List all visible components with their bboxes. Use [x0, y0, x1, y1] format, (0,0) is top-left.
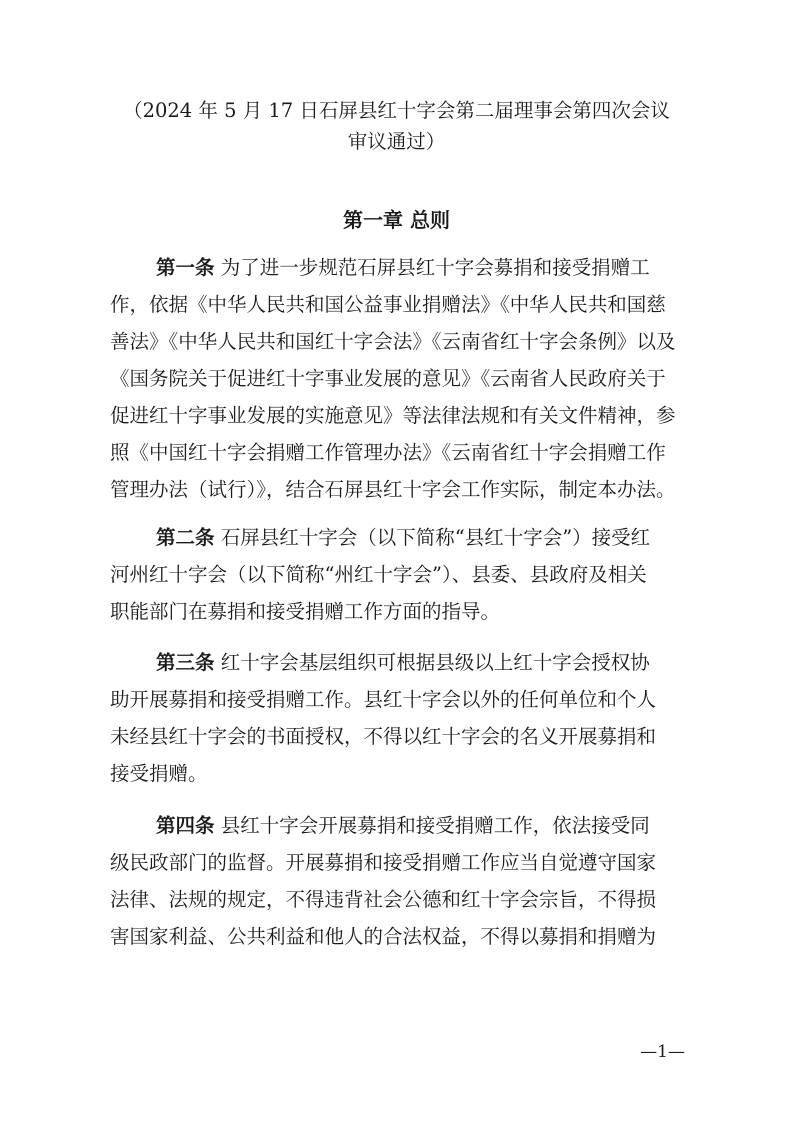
- article-2-line-2: 河州红十字会（以下简称“州红十字会”）、县委、县政府及相关: [110, 563, 647, 586]
- article-1-line-6: 照《中国红十字会捐赠工作管理办法》《云南省红十字会捐赠工作: [110, 441, 666, 464]
- article-3-first-line: [156, 646, 686, 680]
- article-4-first-line: [156, 809, 686, 843]
- article-1-line-5: 促进红十字事业发展的实施意见》等法律法规和有关文件精神，参: [110, 404, 676, 427]
- article-1-first-line: [156, 251, 686, 285]
- article-4-title: 第四条: [156, 814, 215, 837]
- article-3-line-3: 未经县红十字会的书面授权，不得以红十字会的名义开展募捐和: [110, 725, 657, 748]
- adoption-note-line-2: 审议通过）: [347, 130, 446, 153]
- article-1-line-3: 善法》《中华人民共和国红十字会法》《云南省红十字会条例》以及: [110, 330, 676, 353]
- article-1-line-4: 《国务院关于促进红十字事业发展的意见》《云南省人民政府关于: [110, 367, 666, 390]
- article-2-first-line: [156, 521, 686, 555]
- article-4-line-4: 害国家利益、公共利益和他人的合法权益，不得以募捐和捐赠为: [110, 925, 657, 948]
- article-3-line-4: 接受捐赠。: [110, 762, 208, 785]
- chapter-title: 第一章 总则: [343, 208, 450, 232]
- article-3-text: 红十字会基层组织可根据县级以上红十字会授权协: [220, 651, 650, 674]
- article-1-text: 为了进一步规范石屏县红十字会募捐和接受捐赠工: [220, 256, 650, 279]
- article-1-line-2: 作，依据《中华人民共和国公益事业捐赠法》《中华人民共和国慈: [110, 293, 666, 316]
- article-3-line-2: 助开展募捐和接受捐赠工作。县红十字会以外的任何单位和个人: [110, 688, 657, 711]
- article-4-text: 县红十字会开展募捐和接受捐赠工作，依法接受同: [220, 814, 650, 837]
- article-4-line-3: 法律、法规的规定，不得违背社会公德和红十字会宗旨，不得损: [110, 888, 657, 911]
- page-number: —1—: [640, 1042, 685, 1062]
- article-2-line-3: 职能部门在募捐和接受捐赠工作方面的指导。: [110, 600, 501, 623]
- article-4-line-2: 级民政部门的监督。开展募捐和接受捐赠工作应当自觉遵守国家: [110, 851, 657, 874]
- article-1-line-7: 管理办法（试行）》，结合石屏县红十字会工作实际，制定本办法。: [110, 478, 676, 501]
- adoption-note-line-1: （2024 年 5 月 17 日石屏县红十字会第二届理事会第四次会议: [123, 99, 670, 122]
- article-1-title: 第一条: [156, 256, 215, 279]
- article-2-text: 石屏县红十字会（以下简称“县红十字会”）接受红: [220, 526, 651, 549]
- article-2-title: 第二条: [156, 526, 215, 549]
- article-3-title: 第三条: [156, 651, 215, 674]
